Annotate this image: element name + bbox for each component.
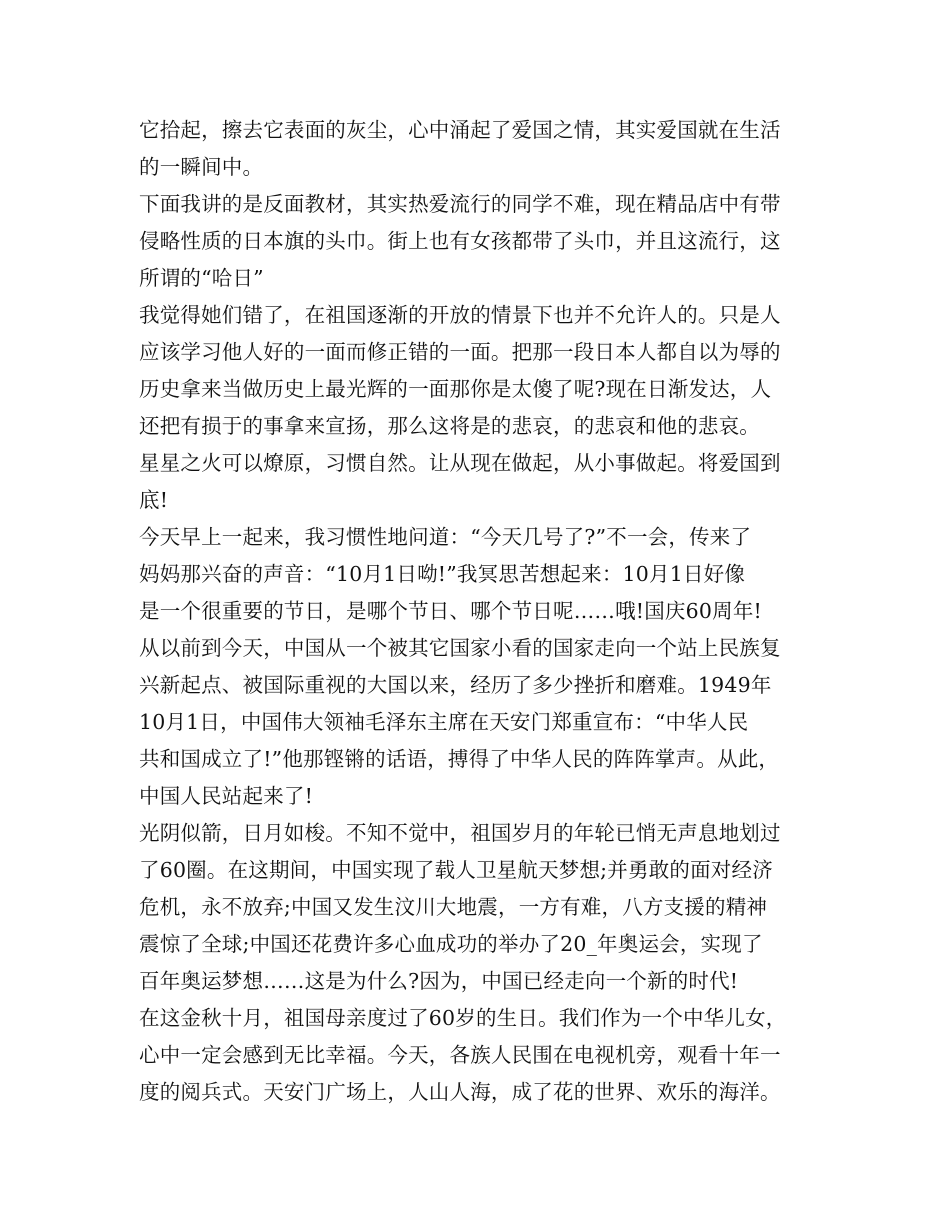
text-line: 是一个很重要的节日，是哪个节日、哪个节日呢……哦!国庆60周年! — [139, 599, 762, 623]
text-line: 还把有损于的事拿来宣扬，那么这将是的悲哀，的悲哀和他的悲哀。 — [139, 414, 760, 438]
text-line: 应该学习他人好的一面而修正错的一面。把那一段日本人都自以为辱的 — [139, 340, 781, 364]
text-line: 在这金秋十月，祖国母亲度过了60岁的生日。我们作为一个中华儿女， — [139, 1006, 787, 1030]
text-line: 它拾起，擦去它表面的灰尘，心中涌起了爱国之情，其实爱国就在生活 — [139, 118, 781, 142]
text-line: 我觉得她们错了，在祖国逐渐的开放的情景下也并不允许人的。只是人 — [139, 303, 781, 327]
text-line: 共和国成立了!”他那铿锵的话语，搏得了中华人民的阵阵掌声。从此， — [139, 747, 780, 771]
text-line: 底! — [139, 488, 169, 512]
text-line: 下面我讲的是反面教材，其实热爱流行的同学不难，现在精品店中有带 — [139, 192, 781, 216]
text-line: 度的阅兵式。天安门广场上，人山人海，成了花的世界、欢乐的海洋。 — [139, 1080, 781, 1104]
text-line: 中国人民站起来了! — [139, 784, 314, 808]
body-text — [139, 112, 829, 1111]
text-line: 了60圈。在这期间，中国实现了载人卫星航天梦想;并勇敢的面对经济 — [139, 858, 773, 882]
text-line: 侵略性质的日本旗的头巾。街上也有女孩都带了头巾，并且这流行，这 — [139, 229, 781, 253]
text-line: 兴新起点、被国际重视的大国以来，经历了多少挫折和磨难。1949年 — [139, 673, 772, 697]
text-line: 所谓的“哈日” — [139, 266, 264, 290]
text-line: 光阴似箭，日月如梭。不知不觉中，祖国岁月的年轮已悄无声息地划过 — [139, 821, 781, 845]
text-line: 的一瞬间中。 — [139, 155, 264, 179]
text-line: 历史拿来当做历史上最光辉的一面那你是太傻了呢?现在日渐发达，人 — [139, 377, 772, 401]
text-line: 心中一定会感到无比幸福。今天，各族人民围在电视机旁，观看十年一 — [139, 1043, 781, 1067]
text-line: 星星之火可以燎原，习惯自然。让从现在做起，从小事做起。将爱国到 — [139, 451, 781, 475]
text-line: 震惊了全球;中国还花费许多心血成功的举办了20_年奥运会，实现了 — [139, 932, 763, 956]
text-line: 从以前到今天，中国从一个被其它国家小看的国家走向一个站上民族复 — [139, 636, 781, 660]
text-line: 10月1日，中国伟大领袖毛泽东主席在天安门郑重宣布：“中华人民 — [139, 710, 749, 734]
text-line: 百年奥运梦想……这是为什么?因为，中国已经走向一个新的时代! — [139, 969, 739, 993]
text-line: 危机，永不放弃;中国又发生汶川大地震，一方有难，八方支援的精神 — [139, 895, 768, 919]
text-line: 妈妈那兴奋的声音：“10月1日呦!”我冥思苦想起来：10月1日好像 — [139, 562, 746, 586]
text-line: 今天早上一起来，我习惯性地问道：“今天几号了?”不一会，传来了 — [139, 525, 752, 549]
